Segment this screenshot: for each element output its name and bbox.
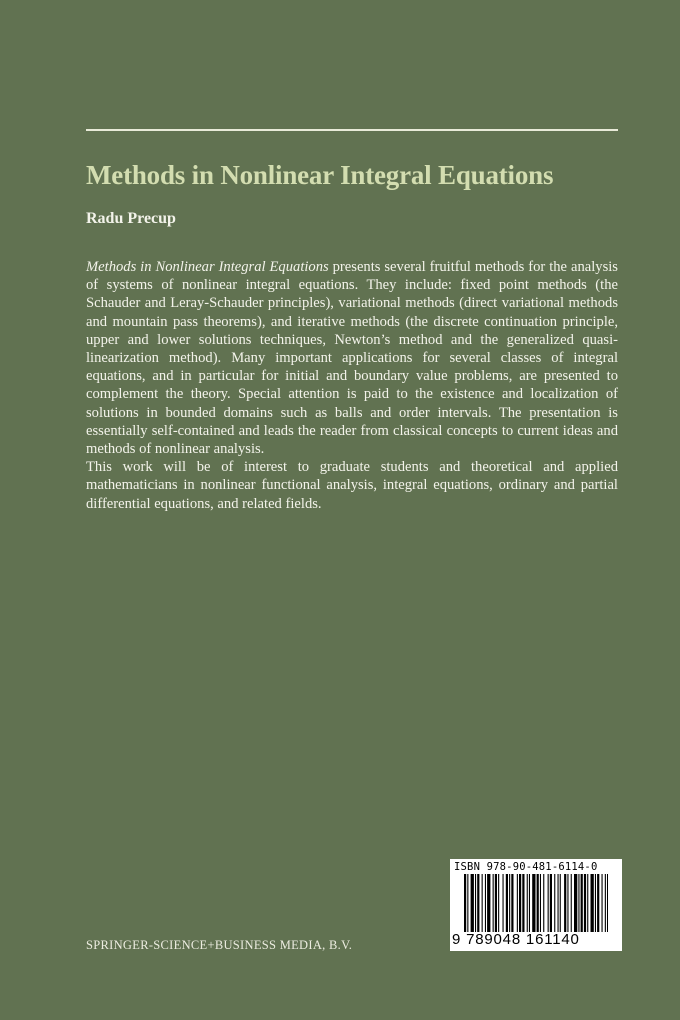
barcode-bar [591,874,594,932]
barcode-bar [519,874,521,932]
barcode-bars-graphic [464,874,608,932]
barcode-bar [532,874,535,932]
barcode-bar [464,874,466,932]
barcode-bar [511,874,513,932]
barcode-bar [578,874,579,932]
book-description [86,258,618,513]
barcode-bar [571,874,572,932]
barcode-bar [574,874,577,932]
isbn-barcode [450,859,622,951]
barcode-bar [498,874,499,932]
barcode-bar [560,874,561,932]
barcode-bar [475,874,476,932]
barcode-bar [584,874,586,932]
barcode-bar [597,874,599,932]
barcode-bar [567,874,568,932]
barcode-bar [602,874,603,932]
barcode-bar [558,874,559,932]
barcode-bar [527,874,528,932]
description-paragraph-2: This work will be of interest to graduate students and theoretical and applied mathematicians in nonlinear functional analysis, integral equations, ordinary and partial differential equations, and related fields. [86,459,618,512]
barcode-bar [517,874,518,932]
top-divider-rule [86,129,618,131]
barcode-bar [506,874,508,932]
barcode-bar [485,874,486,932]
description-paragraph-1-text: presents several fruitful methods for the analysis of systems of nonlinear integral equations. They include: fixed point methods (the Schauder and Leray-Schauder principles), variational methods (direct variational methods and mountain pass theorems), and iterative methods (the discrete continuation principle, upper and lower solutions techniques, Newton’s method and the generalized quasi-linearization method). Many important applications for several classes of integral equations, and in particular for initial and boundary value problems, are presented to complement the theory. Special attention is paid to the existence and localization of solutions in bounded domains such as balls and order intervals. The presentation is essentially self-contained and leads the reader from classical concepts to current ideas and methods of nonlinear analysis. [86,259,618,458]
barcode-bar [595,874,596,932]
description-paragraph-1 [86,258,618,458]
book-title: Methods in Nonlinear Integral Equations [86,160,554,190]
barcode-bar [537,874,539,932]
barcode-bar [564,874,566,932]
barcode-bar [493,874,494,932]
barcode-bar [587,874,588,932]
barcode-bar [581,874,583,932]
barcode-bar [487,874,490,932]
barcode-bar [605,874,606,932]
publisher-name: SPRINGER-SCIENCE+BUSINESS MEDIA, B.V. [86,938,353,952]
barcode-bar [554,874,555,932]
barcode-bar [543,874,544,932]
isbn-label: ISBN 978-90-481-6114-0 [454,861,598,873]
barcode-bar [550,874,552,932]
barcode-bar [477,874,479,932]
barcode-bar [548,874,549,932]
barcode-bar [482,874,483,932]
barcode-bar [522,874,524,932]
description-lead-title: Methods in Nonlinear Integral Equations [86,259,329,275]
barcode-bar [607,874,608,932]
book-author: Radu Precup [86,210,176,227]
ean-digits: 9 789048 161140 [452,931,580,948]
barcode-bar [471,874,474,932]
barcode-bar [495,874,497,932]
barcode-bar [529,874,530,932]
barcode-bar [509,874,510,932]
barcode-bar [503,874,504,932]
barcode-bar [467,874,468,932]
barcode-bar [540,874,541,932]
